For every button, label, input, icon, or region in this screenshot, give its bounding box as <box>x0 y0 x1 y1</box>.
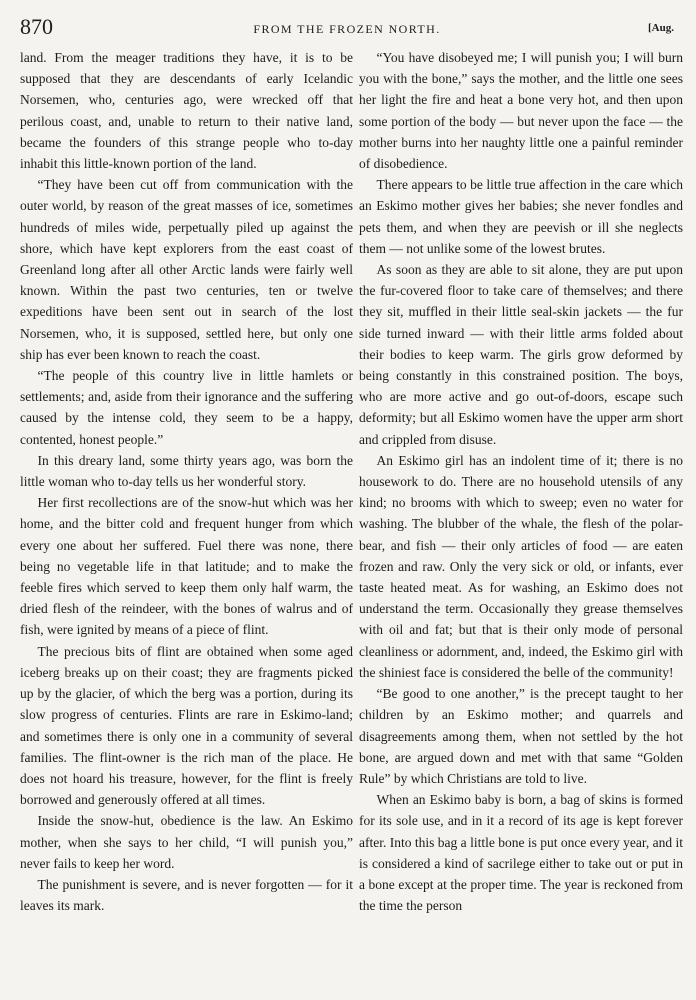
paragraph: An Eskimo girl has an indolent time of it; there is no housework to do. There are no household utensils of any kind; no brooms with which to sweep; even no water for washing. The blubber of the whale, the flesh of the polar-bear, and fish — their only articles of food — are eaten frozen and raw. Only the very sick or old, or infants, ever taste heated meat. As for washing, an Eskimo does not understand the term. Occasionally they grease themselves with oil and fat; but that is their only mode of personal cleanliness or adornment, and, indeed, the Eskimo girl with the shiniest face is considered the belle of the community! <box>359 452 683 680</box>
paragraph: Inside the snow-hut, obedience is the law. An Eskimo mother, when she says to her child, “I will punish you,” never fails to keep her word. <box>20 813 353 871</box>
paragraph: “You have disobeyed me; I will punish you; I will burn you with the bone,” says the mother, and the little one sees her light the fire and heat a bone very hot, and then upon some portion of the body — but never upon the face — the mother burns into her naughty little one a painful reminder of disobedience. <box>359 50 683 172</box>
paragraph: “They have been cut off from communication with the outer world, by reason of the great masses of ice, sometimes hundreds of miles wide, perpetually piled up against the shore, which have kept explorers from the east coast of Greenland long after all other Arctic lands were fairly well known. Within the past two centuries, ten or twelve expeditions have been sent out in search of the lost Norsemen, who, it is supposed, settled here, but only one ship has ever been known to reach the coast. <box>20 177 353 362</box>
paragraph: “The people of this country live in little hamlets or settlements; and, aside from their ignorance and the suffering caused by the intense cold, they seem to be a happy, contented, honest people.” <box>20 368 353 447</box>
paragraph: In this dreary land, some thirty years ago, was born the little woman who to-day tells us her wonderful story. <box>20 452 353 490</box>
paragraph: land. From the meager traditions they have, it is to be supposed that they are descendants of early Icelandic Norsemen, who, centuries ago, were wrecked off that perilous coast, and, unable to return to their native land, became the founders of this strange people who to-day inhabit this little-known portion of the land. <box>20 50 353 172</box>
issue-label: [Aug. <box>648 22 674 34</box>
right-column <box>359 47 683 916</box>
paragraph: As soon as they are able to sit alone, they are put upon the fur-covered floor to take care of themselves; and there they sit, muffled in their little seal-skin jackets — the fur side turned inward — with their little arms folded about their bodies to keep warm. The girls grow deformed by being constantly in this constrained position. The boys, who are more active and go out-of-doors, escape such deformity; but all Eskimo women have the upper arm short and crippled from disuse. <box>359 262 683 447</box>
left-column <box>20 47 353 916</box>
paragraph: The punishment is severe, and is never forgotten — for it leaves its mark. <box>20 876 353 914</box>
paragraph: “Be good to one another,” is the precept taught to her children by an Eskimo mother; and quarrels and disagreements among them, when not settled by the hot bone, are argued down and met with that same “Golden Rule” by which Christians are told to live. <box>359 686 683 786</box>
paragraph: The precious bits of flint are obtained when some aged iceberg breaks up on their coast; they are fragments picked up by the glacier, of which the berg was a portion, during its slow progress of centuries. Flints are rare in Eskimo-land; and sometimes there is only one in a community of several families. The flint-owner is the rich man of the place. He does not hoard his treasure, however, for the flint is freely borrowed and generously offered at all times. <box>20 643 353 808</box>
paragraph: Her first recollections are of the snow-hut which was her home, and the bitter cold and frequent hunger from which every one about her suffered. Fuel there was none, there being no vegetable life in that latitude; and to make the feeble fires which served to keep them only half warm, the dried flesh of the reindeer, with the bones of walrus and of fish, were ignited by means of a piece of flint. <box>20 495 353 638</box>
page-number: 870 <box>20 14 53 39</box>
running-title: FROM THE FROZEN NORTH. <box>253 22 441 36</box>
paragraph: There appears to be little true affection in the care which an Eskimo mother gives her babies; she never fondles and pets them, and when they are peevish or ill she neglects them — not unlike some of the lowest brutes. <box>359 177 683 256</box>
paragraph: When an Eskimo baby is born, a bag of skins is formed for its sole use, and in it a record of its age is kept forever after. Into this bag a little bone is put once every year, and it is considered a kind of sacrilege either to take out or put in a bone except at the proper time. The year is reckoned from the time the person <box>359 792 683 914</box>
page-header <box>20 14 674 42</box>
